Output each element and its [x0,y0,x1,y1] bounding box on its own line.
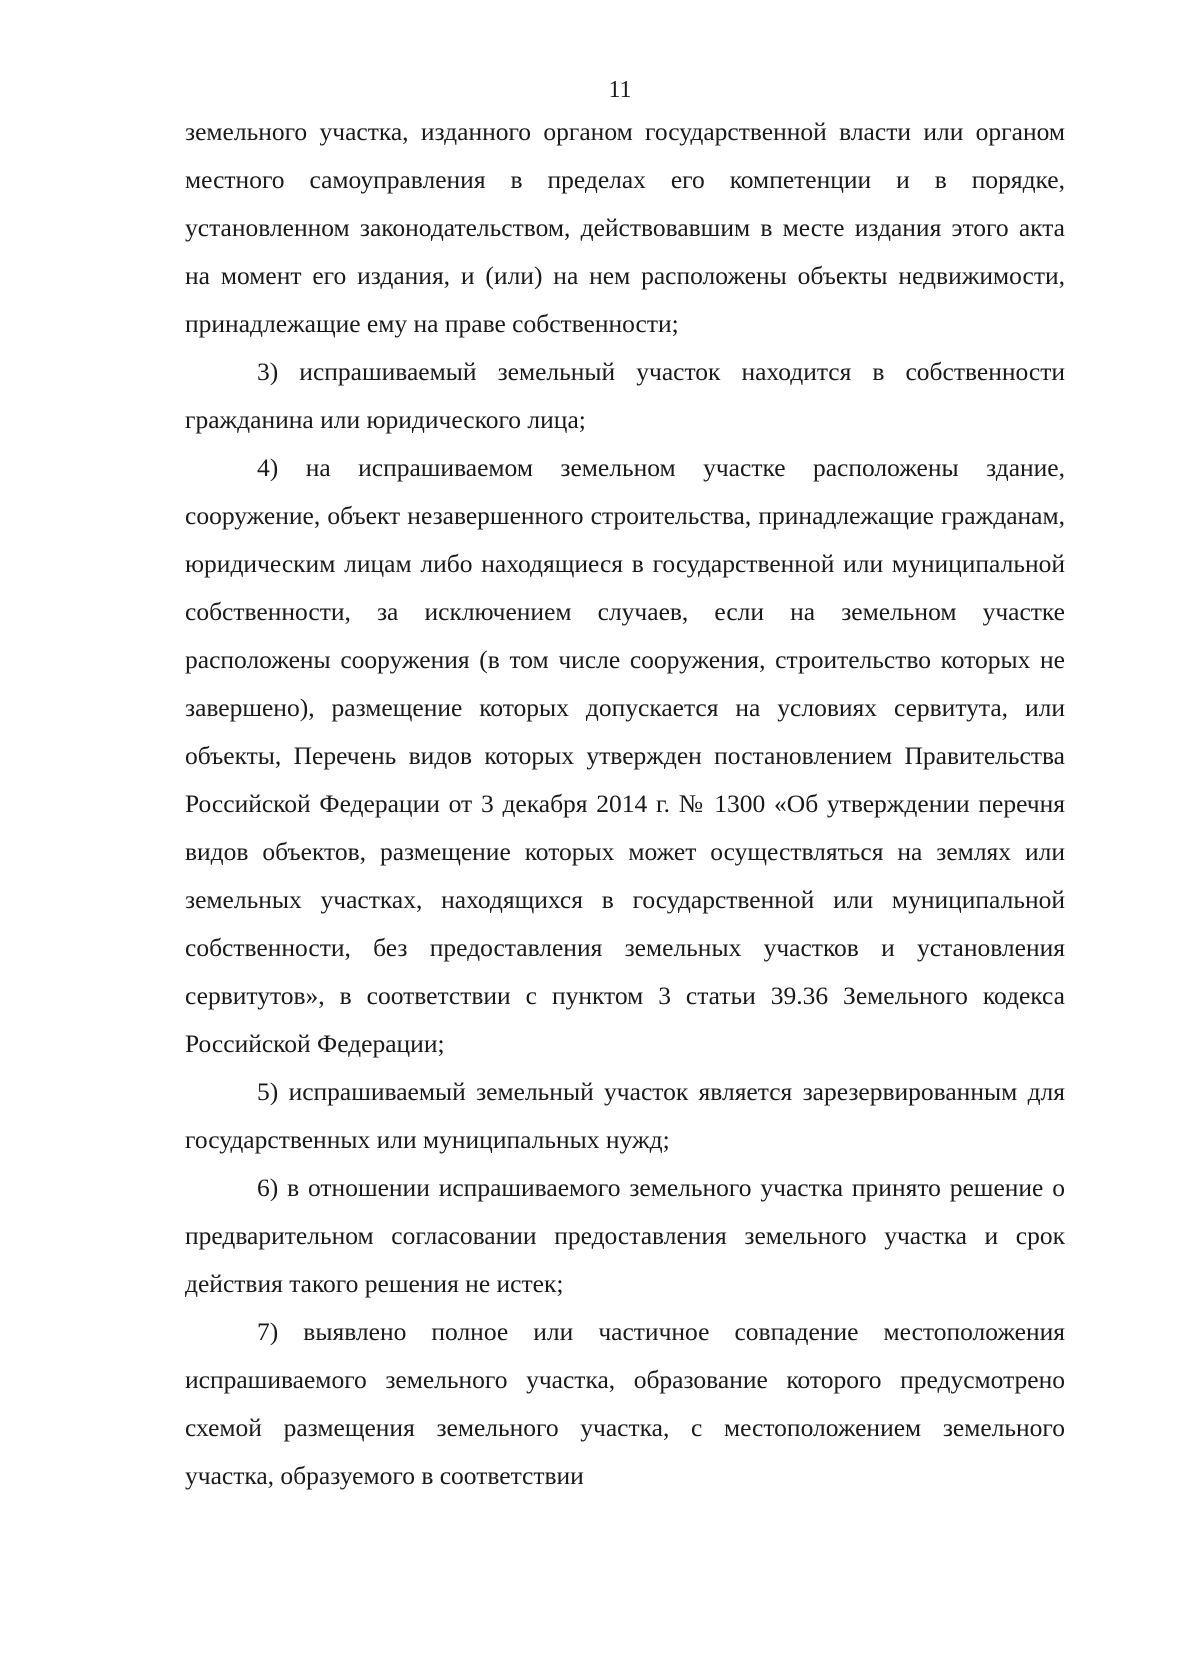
paragraph-item-3: 3) испрашиваемый земельный участок находится в собственности гражданина или юридического лица; [185,357,1065,434]
document-body [185,108,1065,1500]
paragraph-item-7: 7) выявлено полное или частичное совпадение местоположения испрашиваемого земельного участка, образование которого предусмотрено схемой размещения земельного участка, с местоположением земельного участка, образуемого в соответствии [185,1317,1065,1490]
page-number: 11 [608,77,632,103]
paragraph-item-5: 5) испрашиваемый земельный участок является зарезервированным для государственных или муниципальных нужд; [185,1077,1065,1154]
paragraph-item-6: 6) в отношении испрашиваемого земельного участка принято решение о предварительном согласовании предоставления земельного участка и срок действия такого решения не истек; [185,1173,1065,1298]
paragraph-continuation: земельного участка, изданного органом государственной власти или органом местного самоуправления в пределах его компетенции и в порядке, установленном законодательством, действовавшим в месте издания этого акта на момент его издания, и (или) на нем расположены объекты недвижимости, принадлежащие ему на праве собственности; [185,117,1065,338]
paragraph-item-4: 4) на испрашиваемом земельном участке расположены здание, сооружение, объект незавершенного строительства, принадлежащие гражданам, юридическим лицам либо находящиеся в государственной или муниципальной собственности, за исключением случаев, если на земельном участке расположены сооружения (в том числе сооружения, строительство которых не завершено), размещение которых допускается на условиях сервитута, или объекты, Перечень видов которых утвержден постановлением Правительства Российской Федерации от 3 декабря 2014 г. № 1300 «Об утверждении перечня видов объектов, размещение которых может осуществляться на землях или земельных участках, находящихся в государственной или муниципальной собственности, без предоставления земельных участков и установления сервитутов», в соответствии с пунктом 3 статьи 39.36 Земельного кодекса Российской Федерации; [185,453,1065,1058]
